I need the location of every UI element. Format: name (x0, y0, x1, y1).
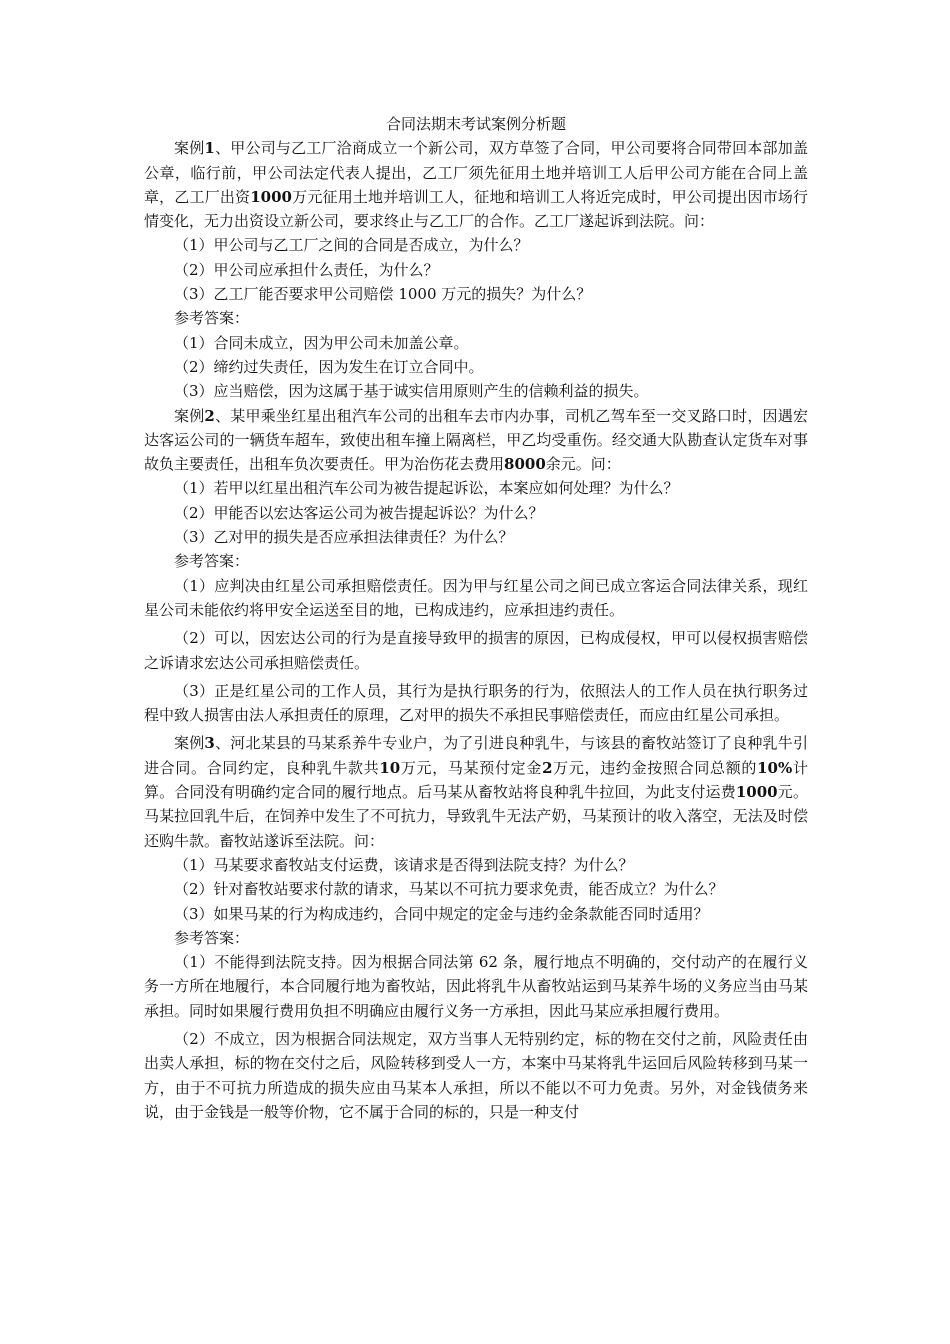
case1-question-1: （1）甲公司与乙工厂之间的合同是否成立，为什么？ (174, 236, 529, 255)
case3-answer-label: 参考答案： (174, 928, 250, 947)
case2-question-1: （1）若甲以红星出租汽车公司为被告提起诉讼，本案应如何处理？为什么？ (174, 479, 679, 498)
case1-question-3: （3）乙工厂能否要求甲公司赔偿 1000 万元的损失？为什么？ (174, 285, 592, 304)
case1-answer-label: 参考答案： (174, 309, 250, 328)
case3-answer-1: （1）不能得到法院支持。因为根据合同法第 62 条，履行地点不明确的，交付动产的在履行义务一方所在地履行，本合同履行地为畜牧站，因此将乳牛从畜牧站运到马某养牛场的义务应当由马某承担。同时如果履行费用负担不明确应由履行义务一方承担，因此马某应承担履行费用。 (144, 953, 808, 1020)
case2-question-2: （2）甲能否以宏达客运公司为被告提起诉讼？为什么？ (174, 503, 544, 522)
case2-intro: 案例2、某甲乘坐红星出租汽车公司的出租车去市内办事，司机乙驾车至一交叉路口时，因遇宏达客运公司的一辆货车超车，致使出租车撞上隔离栏，甲乙均受重伤。经交通大队勘查认定货车对事故负主要责任，出租车负次要责任。甲为治伤花去费用8000余元。问： (144, 406, 808, 474)
case3-question-1: （1）马某要求畜牧站支付运费，该请求是否得到法院支持？为什么？ (174, 855, 634, 874)
case2-answer-3: （3）正是红星公司的工作人员，其行为是执行职务的行为，依照法人的工作人员在执行职务过程中致人损害由法人承担责任的原理，乙对甲的损失不承担民事赔偿责任，而应由红星公司承担。 (144, 681, 808, 725)
case2-question-3: （3）乙对甲的损失是否应承担法律责任？为什么？ (174, 528, 514, 547)
case1-answer-2: （2）缔约过失责任，因为发生在订立合同中。 (174, 357, 484, 376)
case1-intro: 案例1、甲公司与乙工厂洽商成立一个新公司，双方草签了合同，甲公司要将合同带回本部加盖公章，临行前，甲公司法定代表人提出，乙工厂须先征用土地并培训工人后甲公司方能在合同上盖章，乙工厂出资1000万元征用土地并培训工人，征地和培训工人将近完成时，甲公司提出因市场行情变化，无力出资设立新公司，要求终止与乙工厂的合作。乙工厂遂起诉到法院。问： (144, 139, 808, 231)
case3-answer-2: （2）不成立，因为根据合同法规定，双方当事人无特别约定，标的物在交付之前，风险责任由出卖人承担，标的物在交付之后，风险转移到受人一方，本案中马某将乳牛运回后风险转移到马某一方，由于不可抗力所造成的损失应由马某本人承担，所以不能以不可力免责。另外，对金钱债务来说，由于金钱是一般等价物，它不属于合同的标的，只是一种支付 (144, 1029, 808, 1121)
case3-question-3: （3）如果马某的行为构成违约，合同中规定的定金与违约金条款能否同时适用？ (174, 904, 709, 923)
case3-intro: 案例3、河北某县的马某系养牛专业户，为了引进良种乳牛，与该县的畜牧站签订了良种乳牛引进合同。合同约定，良种乳牛款共10万元，马某预付定金2万元，违约金按照合同总额的10%计算。合同没有明确约定合同的履行地点。后马某从畜牧站将良种乳牛拉回，为此支付运费1000元。马某拉回乳牛后，在饲养中发生了不可抗力，导致乳牛无法产奶，马某预计的收入落空，无法及时偿还购牛款。畜牧站遂诉至法院。问： (144, 734, 808, 850)
page-title: 合同法期末考试案例分析题 (385, 115, 566, 133)
case3-question-2: （2）针对畜牧站要求付款的请求，马某以不可抗力要求免责，能否成立？为什么？ (174, 880, 724, 899)
case2-answer-label: 参考答案： (174, 552, 250, 571)
case1-answer-3: （3）应当赔偿，因为这属于基于诚实信用原则产生的信赖利益的损失。 (174, 382, 649, 401)
case1-question-2: （2）甲公司应承担什么责任，为什么？ (174, 260, 439, 279)
case1-answer-1: （1）合同未成立，因为甲公司未加盖公章。 (174, 333, 469, 352)
case2-answer-2: （2）可以，因宏达公司的行为是直接导致甲的损害的原因，已构成侵权，甲可以侵权损害赔偿之诉请求宏达公司承担赔偿责任。 (144, 629, 808, 672)
case2-answer-1: （1）应判决由红星公司承担赔偿责任。因为甲与红星公司之间已成立客运合同法律关系，现红星公司未能依约将甲安全运送至目的地，已构成违约，应承担违约责任。 (144, 576, 808, 619)
document-page (144, 112, 808, 1124)
